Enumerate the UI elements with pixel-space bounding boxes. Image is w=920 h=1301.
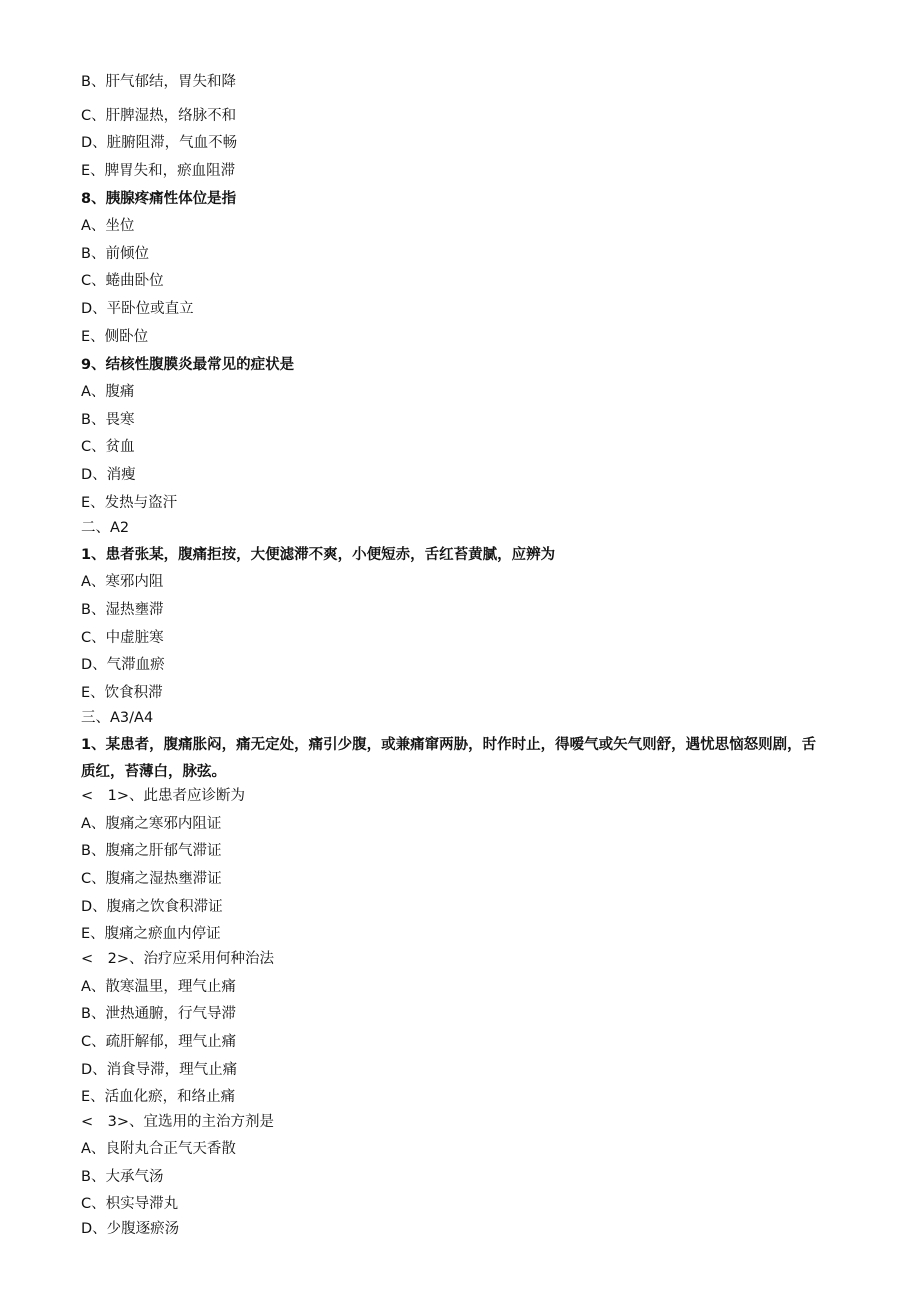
question-line: 9、结核性腹膜炎最常见的症状是 (81, 357, 295, 373)
option-line: D、消食导滞，理气止痛 (81, 1062, 238, 1078)
sub-question-line: < 2>、治疗应采用何种治法 (81, 951, 275, 967)
option-line: E、发热与盗汗 (81, 495, 178, 511)
option-line: E、腹痛之瘀血内停证 (81, 926, 221, 942)
option-line: C、肝脾湿热，络脉不和 (81, 108, 237, 124)
option-line: E、侧卧位 (81, 329, 149, 345)
option-line: A、良附丸合正气天香散 (81, 1141, 236, 1157)
option-line: D、消瘦 (81, 467, 136, 483)
option-line: D、气滞血瘀 (81, 657, 165, 673)
option-line: A、寒邪内阻 (81, 574, 164, 590)
option-line: A、腹痛 (81, 384, 135, 400)
option-line: C、疏肝解郁，理气止痛 (81, 1034, 237, 1050)
question-line: 1、患者张某，腹痛拒按，大便滤滞不爽，小便短赤，舌红苔黄腻，应辨为 (81, 547, 556, 563)
option-line: B、湿热壅滞 (81, 602, 164, 618)
option-line: E、脾胃失和，瘀血阻滞 (81, 163, 236, 179)
question-line: 1、某患者，腹痛胀闷，痛无定处，痛引少腹，或兼痛窜两胁，时作时止，得嗳气或矢气则舒，遇忧思恼怒则剧，舌质红，苔薄白，脉弦。 (81, 737, 817, 780)
option-line: D、脏腑阻滞，气血不畅 (81, 135, 238, 151)
option-line: B、大承气汤 (81, 1169, 164, 1185)
option-line: C、中虚脏寒 (81, 630, 164, 646)
section-heading: 二、A2 (81, 520, 130, 536)
question-line: 8、胰腺疼痛性体位是指 (81, 191, 237, 207)
option-line: A、坐位 (81, 218, 135, 234)
option-line: E、活血化瘀，和络止痛 (81, 1089, 236, 1105)
option-line: B、前倾位 (81, 246, 149, 262)
option-line: E、饮食积滞 (81, 685, 163, 701)
option-line: B、腹痛之肝郁气滞证 (81, 843, 222, 859)
option-line: C、蜷曲卧位 (81, 273, 164, 289)
option-line: B、畏寒 (81, 412, 135, 428)
option-line: C、贫血 (81, 439, 135, 455)
sub-question-line: < 1>、此患者应诊断为 (81, 788, 246, 804)
option-line: D、腹痛之饮食积滞证 (81, 899, 223, 915)
option-line: B、肝气郁结，胃失和降 (81, 74, 236, 90)
option-line: D、少腹逐瘀汤 (81, 1221, 180, 1237)
sub-question-line: < 3>、宜选用的主治方剂是 (81, 1114, 275, 1130)
option-line: D、平卧位或直立 (81, 301, 194, 317)
option-line: C、枳实导滞丸 (81, 1196, 179, 1212)
option-line: A、散寒温里，理气止痛 (81, 979, 236, 995)
option-line: C、腹痛之湿热壅滞证 (81, 871, 222, 887)
section-heading: 三、A3/A4 (81, 710, 154, 726)
option-line: A、腹痛之寒邪内阻证 (81, 816, 222, 832)
option-line: B、泄热通腑，行气导滞 (81, 1006, 236, 1022)
